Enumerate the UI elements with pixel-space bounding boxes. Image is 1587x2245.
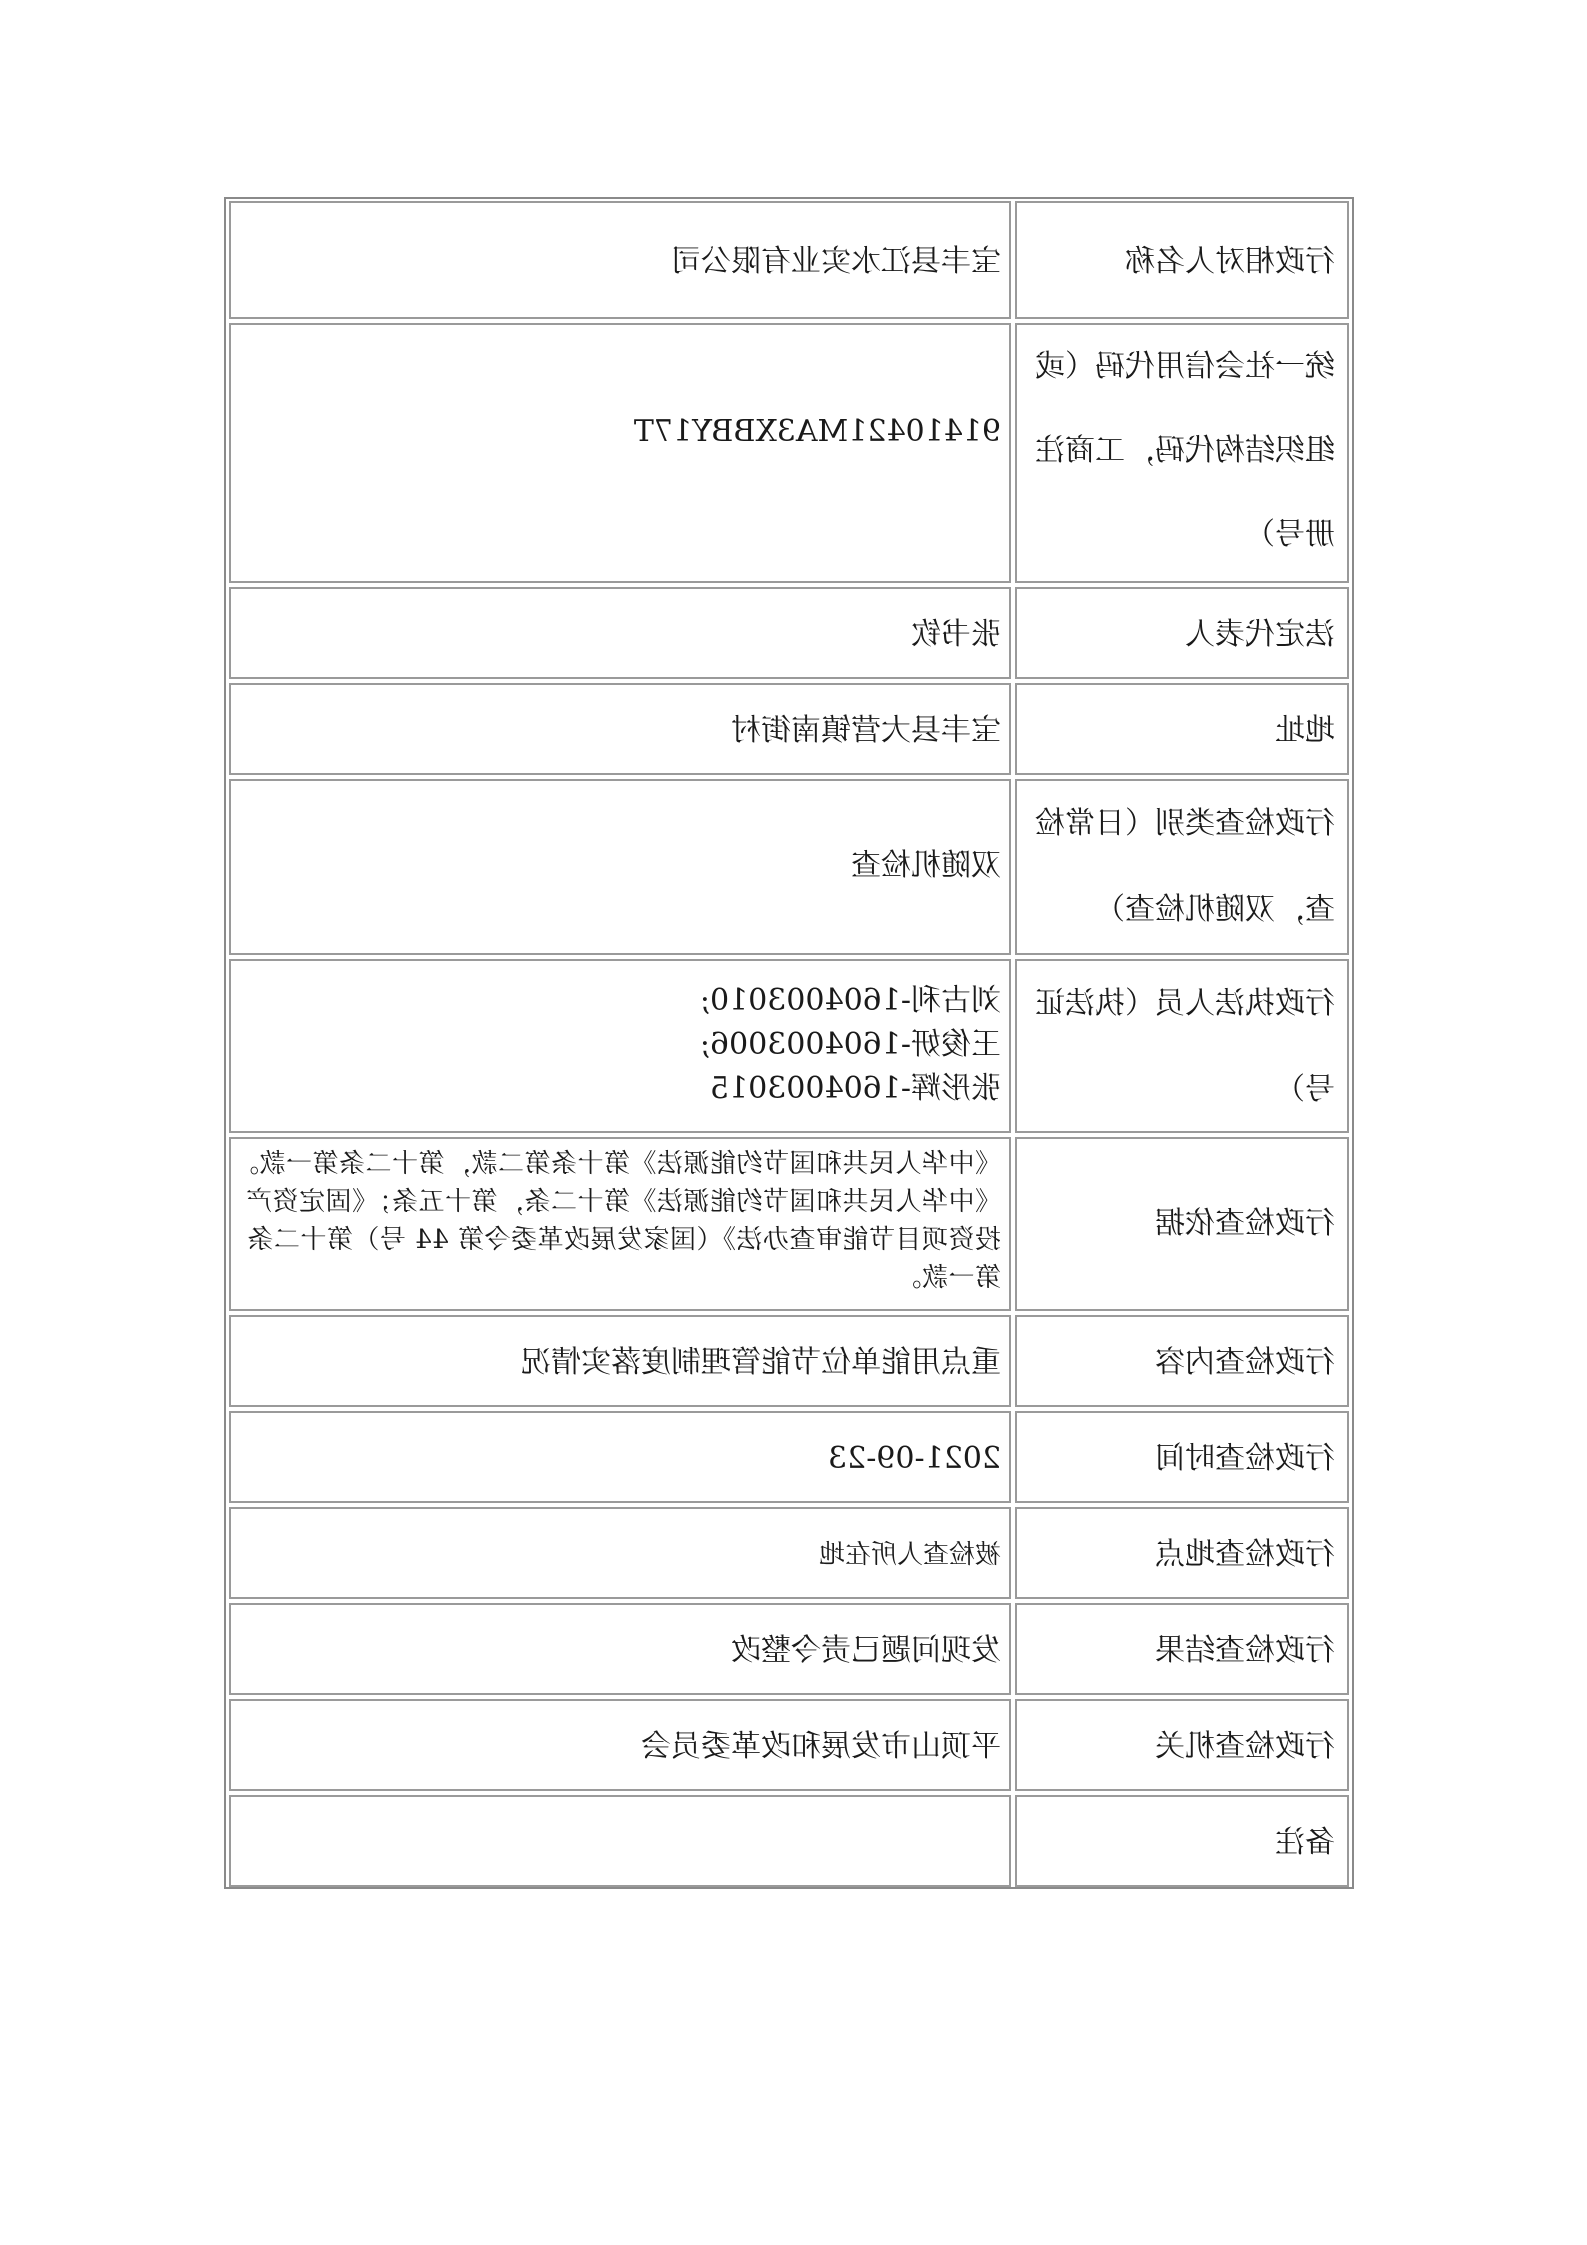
row-value-cell [229, 1137, 1011, 1311]
row-value: 被检查人所在地 [818, 1540, 1001, 1570]
row-value-cell [229, 779, 1011, 955]
table-row [226, 681, 1352, 777]
row-value: 2021-09-23 [828, 1441, 1001, 1476]
row-label-cell [1015, 323, 1349, 583]
row-value-cell [229, 1795, 1011, 1887]
table-row [226, 585, 1352, 681]
row-value-cell [229, 1507, 1011, 1599]
row-value: 双随机检查 [851, 848, 1001, 883]
row-label-cell [1015, 1603, 1349, 1695]
row-value-cell [229, 1603, 1011, 1695]
row-label: 行政检查依据 [1155, 1206, 1335, 1241]
row-label-cell [1015, 1315, 1349, 1407]
table-row [226, 1135, 1352, 1313]
table-row [226, 199, 1352, 321]
table-row [226, 957, 1352, 1135]
table-row [226, 777, 1352, 957]
row-label: 行政检查类别（日常检查，双随机检查） [1035, 806, 1335, 927]
row-value: 宝丰县江水实业有限公司 [671, 244, 1001, 279]
table-row [226, 1409, 1352, 1505]
row-label-cell [1015, 1411, 1349, 1503]
row-value: 重点用能单位节能管理制度落实情况 [521, 1345, 1001, 1380]
row-value: 刘古利-1604003010; 王俊妍-1604003006; 张彤辉-1604003015 [699, 983, 1001, 1106]
table-row [226, 321, 1352, 585]
row-label: 行政检查内容 [1155, 1345, 1335, 1380]
row-value-cell [229, 1315, 1011, 1407]
row-label-cell [1015, 1137, 1349, 1311]
row-label-cell [1015, 1795, 1349, 1887]
table-row [226, 1313, 1352, 1409]
table-row [226, 1793, 1352, 1889]
row-value-cell [229, 1699, 1011, 1791]
row-value-cell [229, 587, 1011, 679]
row-value: 《中华人民共和国节约能源法》第十条第二款，第十二条第一款。《中华人民共和国节约能源法》第十二条，第十五条；《固定资产投资项目节能审查办法》（国家发展改革委令第 44 号）第十二条第一款。 [232, 1149, 1001, 1293]
row-label-cell [1015, 959, 1349, 1133]
row-label: 备注 [1275, 1825, 1335, 1860]
row-value: 张书钦 [911, 617, 1001, 652]
row-value: 发现问题已责令整改 [731, 1633, 1001, 1668]
row-label: 行政检查时间 [1155, 1441, 1335, 1476]
row-label: 统一社会信用代码（或组织结构代码，工商注册号） [1035, 349, 1335, 552]
table-row [226, 1505, 1352, 1601]
row-label: 行政相对人名称 [1125, 244, 1335, 279]
row-label: 地址 [1275, 713, 1335, 748]
inspection-record-table [224, 197, 1354, 1889]
row-label: 行政执法人员（执法证号） [1035, 986, 1335, 1107]
row-value: 宝丰县大营镇南街村 [731, 713, 1001, 748]
row-value-cell [229, 1411, 1011, 1503]
row-label-cell [1015, 587, 1349, 679]
row-value-cell [229, 323, 1011, 583]
row-label-cell [1015, 1699, 1349, 1791]
row-value: 平顶山市发展和改革委员会 [641, 1729, 1001, 1764]
row-label-cell [1015, 1507, 1349, 1599]
row-label-cell [1015, 201, 1349, 319]
table-row [226, 1697, 1352, 1793]
row-label: 法定代表人 [1185, 617, 1335, 652]
row-value-cell [229, 201, 1011, 319]
row-label-cell [1015, 779, 1349, 955]
row-label: 行政检查机关 [1155, 1729, 1335, 1764]
row-label: 行政检查结果 [1155, 1633, 1335, 1668]
row-value-cell [229, 959, 1011, 1133]
row-value: 91410421MA3XBBY17T [633, 414, 1001, 449]
table-row [226, 1601, 1352, 1697]
row-label-cell [1015, 683, 1349, 775]
row-value-cell [229, 683, 1011, 775]
row-label: 行政检查地点 [1155, 1537, 1335, 1572]
